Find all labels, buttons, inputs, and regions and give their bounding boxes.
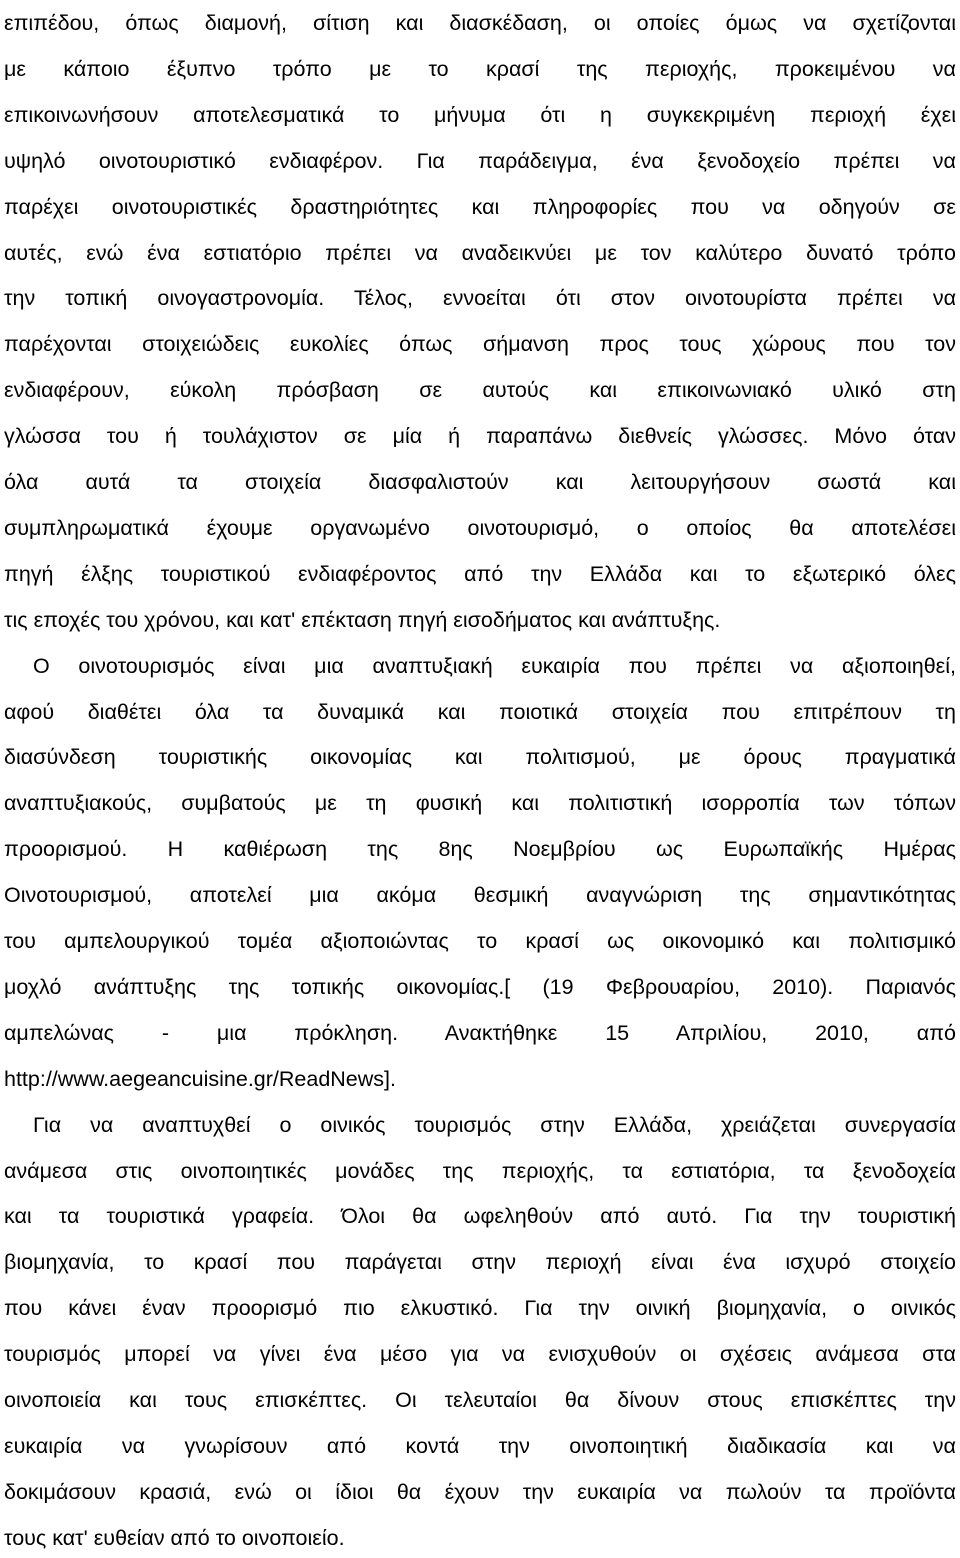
text-line: επιπέδου, όπως διαμονή, σίτιση και διασκέδαση, οι οποίες όμως να σχετίζονται (4, 11, 956, 35)
text-line: αφού διαθέτει όλα τα δυναμικά και ποιοτικά στοιχεία που επιτρέπουν τη (4, 699, 956, 724)
text-line: Για να αναπτυχθεί ο οινικός τουρισμός στην Ελλάδα, χρειάζεται συνεργασία (33, 1112, 956, 1137)
text-line: βιομηχανία, το κρασί που παράγεται στην περιοχή είναι ένα ισχυρό στοιχείο (4, 1250, 956, 1275)
text-line: του αμπελουργικού τομέα αξιοποιώντας το κρασί ως οικονομικό και πολιτισμικό (4, 929, 956, 953)
text-line: παρέχει οινοτουριστικές δραστηριότητες και πληροφορίες που να οδηγούν σε (4, 194, 956, 219)
text-line: υψηλό οινοτουριστικό ενδιαφέρον. Για παράδειγμα, ένα ξενοδοχείο πρέπει να (4, 148, 956, 173)
text-line: τουρισμός μπορεί να γίνει ένα μέσο για να ενισχυθούν οι σχέσεις ανάμεσα στα (4, 1342, 956, 1367)
text-line: ανάμεσα στις οινοποιητικές μονάδες της περιοχής, τα εστιατόρια, τα ξενοδοχεία (4, 1158, 956, 1183)
text-line: όλα αυτά τα στοιχεία διασφαλιστούν και λειτουργήσουν σωστά και (4, 470, 956, 494)
text-line: αναπτυξιακούς, συμβατούς με τη φυσική και πολιτιστική ισορροπία των τόπων (4, 791, 956, 816)
text-line: τους κατ' ευθείαν από το οινοποιείο. (4, 1525, 345, 1550)
text-line: μοχλό ανάπτυξης της τοπικής οικονομίας.[ (19 Φεβρουαρίου, 2010). Παριανός (4, 974, 956, 999)
text-line: προορισμού. Η καθιέρωση της 8ης Νοεμβρίου ως Ευρωπαϊκής Ημέρας (4, 837, 956, 862)
text-line: Ο οινοτουρισμός είναι μια αναπτυξιακή ευκαιρία που πρέπει να αξιοποιηθεί, (33, 653, 956, 678)
text-line: ενδιαφέρουν, εύκολη πρόσβαση σε αυτούς και επικοινωνιακό υλικό στη (4, 378, 956, 403)
text-line: και τα τουριστικά γραφεία. Όλοι θα ωφεληθούν από αυτό. Για την τουριστική (4, 1204, 956, 1229)
text-line: γλώσσα του ή τουλάχιστον σε μία ή παραπάνω διεθνείς γλώσσες. Μόνο όταν (4, 424, 956, 449)
text-line: τις εποχές του χρόνου, και κατ' επέκταση πηγή εισοδήματος και ανάπτυξης. (4, 607, 721, 632)
text-line: την τοπική οινογαστρονομία. Τέλος, εννοείται ότι στον οινοτουρίστα πρέπει να (4, 286, 956, 311)
text-line: διασύνδεση τουριστικής οικονομίας και πολιτισμού, με όρους πραγματικά (4, 745, 956, 770)
text-line: http://www.aegeancuisine.gr/ReadNews]. (4, 1066, 396, 1091)
text-line: ευκαιρία να γνωρίσουν από κοντά την οινοποιητική διαδικασία και να (4, 1433, 956, 1458)
text-line: συμπληρωματικά έχουμε οργανωμένο οινοτουρισμό, ο οποίος θα αποτελέσει (4, 515, 956, 540)
text-line: Οινοτουρισμού, αποτελεί μια ακόμα θεσμική αναγνώριση της σημαντικότητας (4, 883, 956, 908)
text-line: πηγή έλξης τουριστικού ενδιαφέροντος από την Ελλάδα και το εξωτερικό όλες (4, 561, 956, 586)
text-line: παρέχονται στοιχειώδεις ευκολίες όπως σήμανση προς τους χώρους που τον (4, 332, 956, 357)
text-line: οινοποιεία και τους επισκέπτες. Οι τελευταίοι θα δίνουν στους επισκέπτες την (4, 1388, 956, 1412)
text-line: αμπελώνας - μια πρόκληση. Ανακτήθηκε 15 Απριλίου, 2010, από (4, 1020, 956, 1045)
text-line: με κάποιο έξυπνο τρόπο με το κρασί της περιοχής, προκειμένου να (4, 56, 956, 81)
text-line: που κάνει έναν προορισμό πιο ελκυστικό. Για την οινική βιομηχανία, ο οινικός (4, 1296, 956, 1321)
text-line: επικοινωνήσουν αποτελεσματικά το μήνυμα ότι η συγκεκριμένη περιοχή έχει (4, 102, 956, 127)
text-line: δοκιμάσουν κρασιά, ενώ οι ίδιοι θα έχουν την ευκαιρία να πωλούν τα προϊόντα (4, 1479, 956, 1504)
text-line: αυτές, ενώ ένα εστιατόριο πρέπει να αναδεικνύει με τον καλύτερο δυνατό τρόπο (4, 240, 956, 265)
